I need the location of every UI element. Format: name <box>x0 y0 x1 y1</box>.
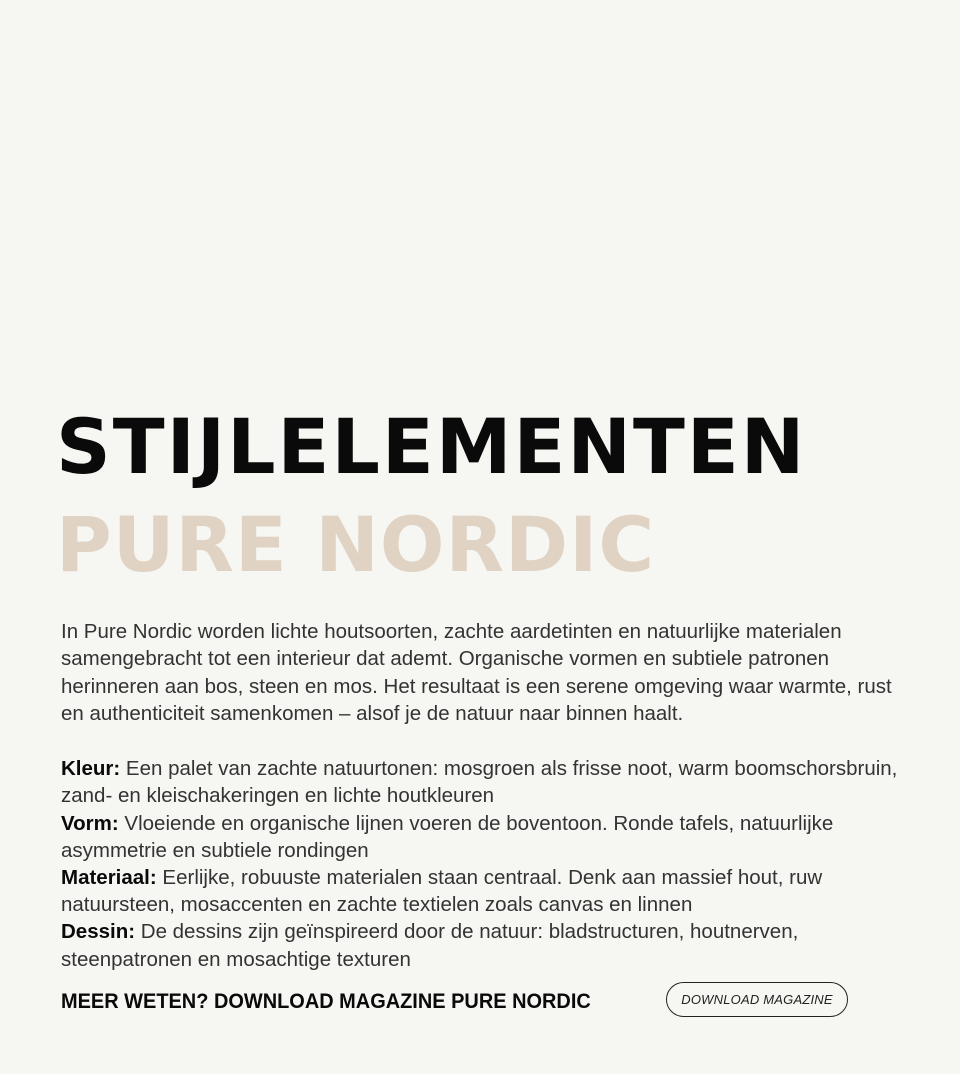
page-title: STIJLELEMENTEN <box>56 402 807 491</box>
page-subtitle: PURE NORDIC <box>56 500 656 589</box>
feature-item-vorm <box>61 810 906 864</box>
cta-text: MEER WETEN? DOWNLOAD MAGAZINE PURE NORDIC <box>61 990 591 1013</box>
feature-item-materiaal <box>61 864 906 918</box>
feature-text: Vloeiende en organische lijnen voeren de boventoon. Ronde tafels, natuurlijke asymmetrie en subtiele rondingen <box>61 811 834 862</box>
feature-label: Dessin: <box>61 920 136 944</box>
download-magazine-button[interactable]: DOWNLOAD MAGAZINE <box>666 982 848 1017</box>
feature-label: Kleur: <box>61 757 121 781</box>
intro-paragraph: In Pure Nordic worden lichte houtsoorten, zachte aardetinten en natuurlijke materialen samengebracht tot een interieur dat ademt. Organische vormen en subtiele patronen herinneren aan bos, steen en mos. Het resultaat is een serene omgeving waar warmte, rust en authenticiteit samenkomen – alsof je de natuur naar binnen haalt. <box>61 620 892 725</box>
style-elements-section <box>56 402 906 973</box>
feature-text: Eerlijke, robuuste materialen staan centraal. Denk aan massief hout, ruw natuursteen, mosaccenten en zachte textielen zoals canvas en linnen <box>61 866 823 917</box>
feature-list <box>61 755 906 973</box>
download-cta <box>61 982 851 1020</box>
feature-item-kleur <box>61 755 906 809</box>
feature-label: Vorm: <box>61 811 119 835</box>
feature-text: Een palet van zachte natuurtonen: mosgroen als frisse noot, warm boomschorsbruin, zand- en kleischakeringen en lichte houtkleuren <box>61 757 898 808</box>
feature-label: Materiaal: <box>61 866 157 889</box>
feature-text: De dessins zijn geïnspireerd door de natuur: bladstructuren, houtnerven, steenpatronen en mosachtige texturen <box>61 920 799 971</box>
feature-item-dessin <box>61 918 906 972</box>
